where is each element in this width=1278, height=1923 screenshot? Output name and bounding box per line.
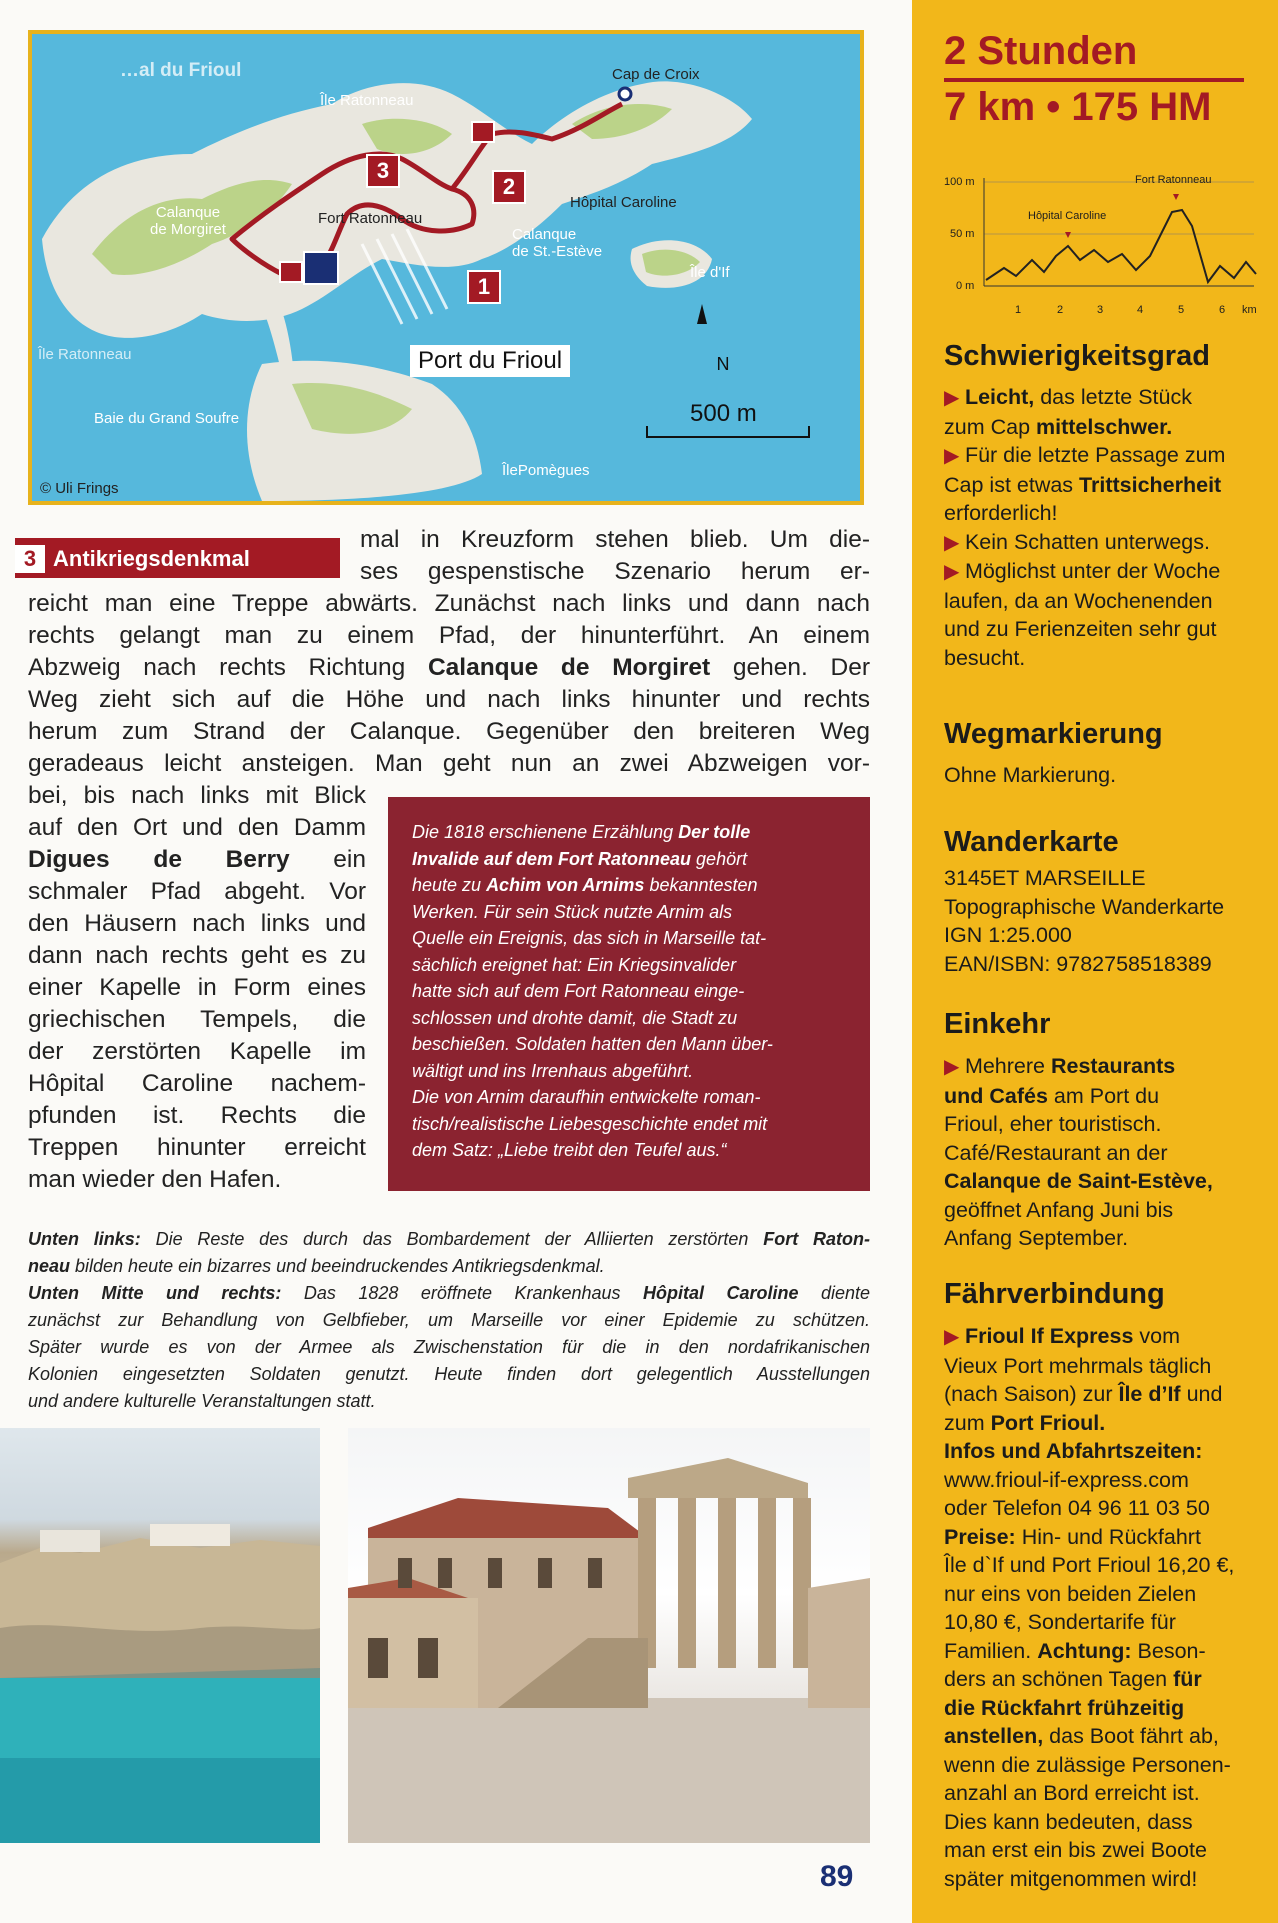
box-line: tisch/realistische Liebesgeschichte endet mit — [412, 1113, 768, 1134]
map-title-faded: …al du Frioul — [120, 60, 242, 81]
profile-x-tick: 6 — [1219, 304, 1226, 316]
ferry-symbol — [304, 252, 338, 284]
box-line: schlossen und drohte damit, die Stadt zu — [412, 1007, 738, 1028]
body-line: mal in Kreuzform stehen blieb. Um die- — [360, 526, 870, 553]
profile-x-tick: 3 — [1097, 304, 1104, 316]
profile-graphic — [944, 170, 1264, 320]
north-arrow — [697, 304, 707, 324]
profile-y-tick: 0 m — [956, 280, 975, 292]
elevation-profile — [944, 170, 1264, 320]
ferry-text: ▶ Frioul If Express vom Vieux Port mehrmals täglich (nach Saison) zur Île d’If und zum Port Frioul. Infos und Abfahrtszeiten: www.frioul-if-express.com oder Telefon 04 96 11 03 50 Preise: Hin- und Rückfahrt Île d`If und Port Frioul 16,20 €, nur eins von beiden Zielen 10,80 €, Sondertarife für Familien. Achtung: Beson- ders an schönen Tagen für die Rückfahrt frühzeitig anstellen, das Boot fährt ab, wenn die zulässige Personen- anzahl an Bord erreicht ist. Dies kann bedeuten, dass man erst ein bis zwei Boote später mitgenommen wird! — [944, 1322, 1264, 1893]
duration: 2 Stunden — [944, 29, 1138, 73]
body-text-column — [28, 780, 366, 1196]
profile-x-tick: 1 — [1015, 304, 1022, 316]
body-line: auf den Ort und den Damm — [28, 814, 366, 841]
body-line: man wieder den Hafen. — [28, 1166, 282, 1193]
photo-hopital-caroline — [348, 1428, 870, 1843]
profile-y-tick: 50 m — [950, 228, 975, 240]
body-line: der zerstörten Kapelle im — [28, 1038, 366, 1065]
photo-captions — [28, 1226, 870, 1415]
label-baie-grand-soufre: Baie du Grand Soufre — [94, 410, 240, 427]
body-line: griechischen Tempels, die — [28, 1006, 366, 1033]
map-credit: © Uli Frings — [40, 480, 119, 497]
caption-line: Unten Mitte und rechts: Das 1828 eröffnete Krankenhaus Hôpital Caroline diente — [28, 1283, 871, 1303]
box-line: Die von Arnim daraufhin entwickelte roman- — [412, 1087, 761, 1107]
caption-line: Unten links: Die Reste des durch das Bombardement der Alliierten zerstörten Fort Raton- — [28, 1229, 870, 1249]
photo2-graphic — [348, 1428, 870, 1843]
map-info-text: 3145ET MARSEILLE Topographische Wanderkarte IGN 1:25.000 EAN/ISBN: 9782758518389 — [944, 866, 1225, 976]
box-line: Die 1818 erschienene Erzählung Der tolle — [412, 822, 751, 842]
body-line: Abzweig nach rechts Richtung Calanque de Morgiret gehen. Der — [28, 654, 871, 681]
route-map — [28, 30, 864, 505]
label-ile-pomegues: ÎlePomègues — [502, 462, 590, 479]
ferry-website: www.frioul-if-express.com — [944, 1467, 1189, 1492]
profile-x-tick: 2 — [1057, 304, 1064, 316]
body-line: Treppen hinunter erreicht — [28, 1134, 366, 1161]
profile-label-fort: Fort Ratonneau — [1135, 174, 1212, 186]
body-line: den Häusern nach links und — [28, 910, 366, 937]
body-line: Hôpital Caroline nachem- — [28, 1070, 366, 1097]
photo-fort-ratonneau-coast — [0, 1428, 320, 1843]
body-line: pfunden ist. Rechts die — [28, 1102, 366, 1129]
box-line: Quelle ein Ereignis, das sich in Marseille tat- — [412, 928, 767, 948]
profile-y-tick: 100 m — [944, 176, 975, 188]
box-line: dem Satz: „Liebe treibt den Teufel aus.“ — [412, 1140, 727, 1160]
route-marker-3: 3 — [366, 154, 400, 188]
food-text: ▶ Mehrere Restaurants und Cafés am Port du Frioul, eher touristisch. Café/Restaurant an der Calanque de Saint-Estève, geöffnet Anfang Juni bis Anfang September. — [944, 1054, 1213, 1250]
food-heading: Einkehr — [944, 1008, 1051, 1040]
box-line: Werken. Für sein Stück nutzte Arnim als — [412, 901, 733, 922]
body-line: bei, bis nach links mit Blick — [28, 782, 366, 809]
scale-label: 500 m — [690, 400, 757, 427]
marker-hopital — [1065, 232, 1071, 238]
profile-x-unit: km — [1242, 304, 1257, 316]
scale-bar — [646, 426, 810, 438]
box-line: heute zu Achim von Arnims bekanntesten — [412, 875, 758, 895]
label-ile-ratonneau-faded: Île Ratonneau — [38, 346, 132, 363]
body-line: ses gespenstische Szenario herum er- — [360, 558, 870, 585]
profile-x-tick: 5 — [1178, 304, 1185, 316]
box-line: sächlich ereignet hat: Ein Kriegsinvalider — [412, 954, 737, 975]
label-fort-ratonneau: Fort Ratonneau — [318, 210, 423, 227]
box-line: hatte sich auf dem Fort Ratonneau einge- — [412, 981, 745, 1001]
marking-text: Ohne Markierung. — [944, 763, 1117, 787]
caption-line: Später wurde es von der Armee als Zwischenstation für die in den nordafrikanischen — [28, 1337, 870, 1357]
label-cap-de-croix: Cap de Croix — [612, 66, 700, 83]
caption-line: zunächst zur Behandlung von Gelbfieber, um Marseille vor einer Epidemie zu schützen. — [28, 1310, 870, 1330]
caption-line: neau bilden heute ein bizarres und beeindruckendes Antikriegsdenkmal. — [28, 1256, 605, 1276]
box-line: beschießen. Soldaten hatten den Mann über- — [412, 1034, 773, 1054]
marking-heading: Wegmarkierung — [944, 718, 1163, 750]
label-hopital-caroline: Hôpital Caroline — [570, 194, 677, 211]
label-ile-ratonneau: Île Ratonneau — [320, 92, 414, 109]
ferry-heading: Fährverbindung — [944, 1278, 1165, 1310]
box-line: Invalide auf dem Fort Ratonneau gehört — [412, 848, 748, 869]
page-number: 89 — [820, 1860, 854, 1893]
body-line: Digues de Berry ein — [28, 846, 366, 873]
caption-line: Kolonien eingesetzten Soldaten genutzt. Heute finden dort gelegentlich Ausstellungen — [28, 1364, 870, 1384]
restaurant-symbol — [280, 262, 302, 282]
label-calanque-morgiret: Calanque de Morgiret — [150, 204, 226, 238]
label-calanque-st-esteve: Calanque de St.-Estève — [512, 226, 603, 260]
body-text-top — [360, 524, 870, 588]
body-line: geradeaus leicht ansteigen. Man geht nun an zwei Abzweigen vor- — [28, 750, 870, 777]
route-marker-2: 2 — [492, 170, 526, 204]
map-info-heading: Wanderkarte — [944, 826, 1119, 858]
body-line: rechts gelangt man zu einem Pfad, der hinunterführt. An einem — [28, 622, 870, 649]
box-line: wältigt und ins Irrenhaus abgeführt. — [412, 1060, 694, 1081]
difficulty-text: ▶ Leicht, das letzte Stück zum Cap mittelschwer. ▶ Für die letzte Passage zum Cap ist etwas Trittsicherheit erforderlich! ▶ Kein Schatten unterwegs. ▶ Möglichst unter der Woche laufen, da an Wochenenden und zu Ferienzeiten sehr gut besucht. — [944, 385, 1226, 670]
difficulty-heading: Schwierigkeitsgrad — [944, 340, 1210, 372]
distance-elevation: 7 km • 175 HM — [944, 85, 1212, 129]
cap-de-croix-point — [619, 88, 631, 100]
section-heading — [15, 538, 340, 578]
route-marker-1: 1 — [467, 270, 501, 304]
body-line: Weg zieht sich auf die Höhe und nach links hinunter und rechts — [28, 686, 870, 713]
section-title: Antikriegsdenkmal — [53, 546, 250, 572]
section-number: 3 — [15, 545, 45, 573]
label-ile-dif: Île d'If — [690, 264, 730, 281]
body-line: einer Kapelle in Form eines — [28, 974, 366, 1001]
info-box — [388, 797, 870, 1191]
restaurant-symbol — [472, 122, 494, 142]
ferry-phone: oder Telefon 04 96 11 03 50 — [944, 1496, 1210, 1520]
body-line: schmaler Pfad abgeht. Vor — [28, 878, 366, 905]
marker-fort — [1173, 194, 1179, 200]
duration-rule — [944, 78, 1244, 82]
body-line: herum zum Strand der Calanque. Gegenüber den breiteren Weg — [28, 718, 870, 745]
profile-x-tick: 4 — [1137, 304, 1144, 316]
body-line: reicht man eine Treppe abwärts. Zunächst nach links und dann nach — [28, 590, 870, 617]
profile-label-hopital: Hôpital Caroline — [1028, 210, 1107, 222]
body-text-full — [28, 588, 870, 780]
north-label: N — [716, 354, 730, 374]
profile-line — [986, 210, 1256, 282]
photo1-graphic — [0, 1428, 320, 1843]
label-port-du-frioul: Port du Frioul — [410, 345, 570, 377]
caption-line: und andere kulturelle Veranstaltungen statt. — [28, 1391, 376, 1411]
body-line: dann nach rechts geht es zu — [28, 942, 366, 969]
